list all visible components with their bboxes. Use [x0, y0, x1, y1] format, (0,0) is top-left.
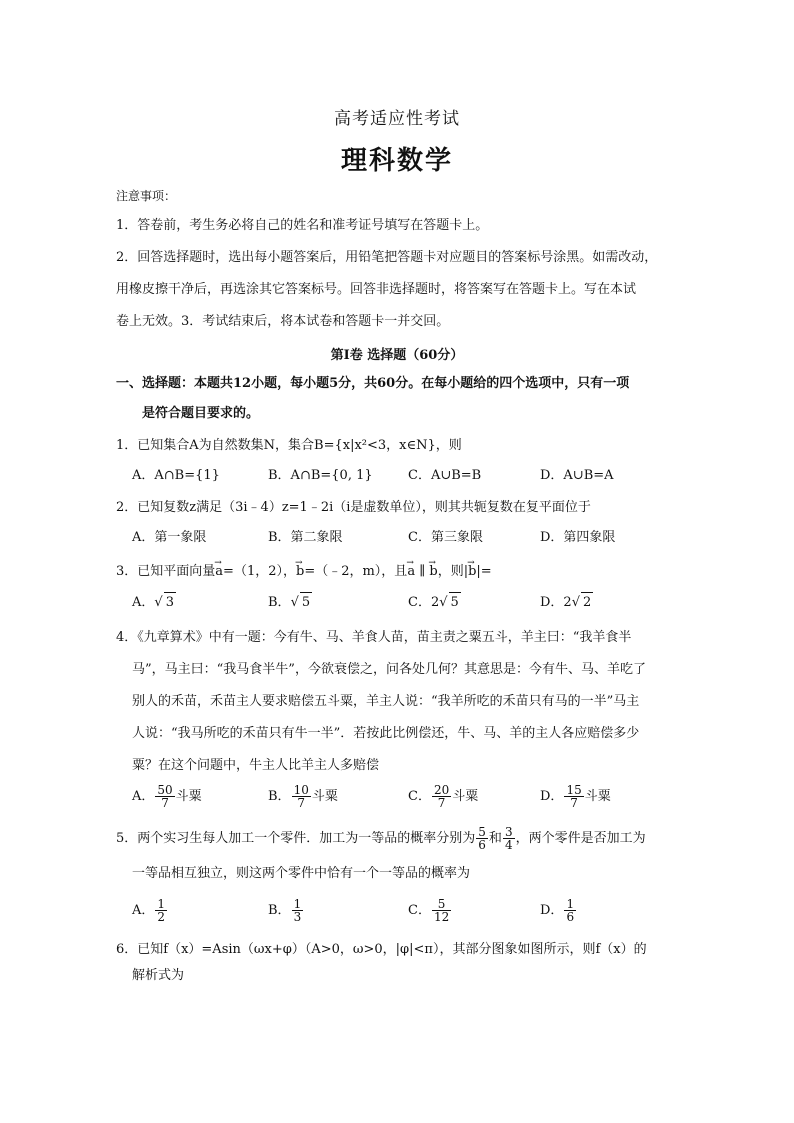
- q4-option-b-fraction: [292, 784, 311, 809]
- exam-title: 理科数学: [340, 146, 453, 176]
- q3-option-b-label: B．: [268, 595, 291, 610]
- q3-option-c-radicand: 5: [449, 592, 461, 613]
- q3-option-a-radicand: 3: [164, 592, 176, 613]
- q5-line-1-pre: 5．两个实习生每人加工一个零件．加工为一等品的概率分别为: [116, 831, 476, 846]
- q5-option-d-denominator: 6: [566, 910, 575, 924]
- q4-option-b: [268, 784, 338, 809]
- exam-subtitle: 高考适应性考试: [334, 109, 460, 129]
- q3-vector-a: → a: [215, 562, 223, 582]
- q5-option-b: [268, 898, 304, 923]
- q6-line-2: 解析式为: [132, 968, 185, 983]
- q5-fraction-1: [476, 826, 488, 851]
- q5-option-a-fraction: [155, 898, 167, 923]
- notes-heading: 注意事项：: [116, 189, 177, 203]
- q1-stem: 1．已知集合A为自然数集N，集合B={x|x²<3，x∈N}，则: [116, 438, 462, 453]
- q4-option-c-unit: 斗粟: [452, 789, 479, 804]
- q5-option-a: [132, 898, 168, 923]
- q5-fraction-1-denominator: 6: [478, 838, 486, 852]
- q4-option-d-denominator: 7: [570, 796, 578, 810]
- q4-option-b-label: B．: [268, 789, 291, 804]
- q2-option-d: D．第四象限: [540, 530, 616, 545]
- q5-option-d: [540, 898, 577, 923]
- q4-option-a-unit: 斗粟: [175, 789, 202, 804]
- note-2-line-3: 卷上无效。3．考试结束后，将本试卷和答题卡一并交回。: [116, 314, 450, 329]
- q3-option-b-radicand: 5: [300, 592, 312, 613]
- q1-option-a: A．A∩B={1}: [132, 468, 220, 483]
- q4-option-d-fraction: [564, 784, 583, 809]
- q3-option-a: A．√ 3: [132, 592, 176, 613]
- q4-option-b-unit: 斗粟: [311, 789, 338, 804]
- q3-option-c: C．2√ 5: [408, 592, 461, 613]
- q5-option-b-denominator: 3: [293, 910, 302, 924]
- q3-stem-t1: =（1，2），: [223, 564, 296, 579]
- q5-line-2: 一等品相互独立，则这两个零件中恰有一个一等品的概率为: [132, 866, 471, 881]
- q1-option-d: D．A∪B=A: [540, 468, 614, 483]
- q5-line-1: [116, 826, 646, 851]
- q2-option-a: A．第一象限: [132, 530, 207, 545]
- q4-option-d-label: D．: [540, 789, 564, 804]
- q5-option-b-fraction: [292, 898, 304, 923]
- q4-option-c-label: C．: [408, 789, 431, 804]
- q5-option-b-numerator: 1: [293, 897, 302, 911]
- q5-fraction-2: [503, 826, 515, 851]
- q4-option-d: [540, 784, 611, 809]
- q5-fraction-1-numerator: 5: [478, 825, 486, 839]
- q3-stem-pre: 3．已知平面向量: [116, 564, 216, 579]
- q4-option-a: [132, 784, 202, 809]
- q5-line-1-post: ，两个零件是否加工为: [515, 831, 646, 846]
- q5-fraction-2-numerator: 3: [504, 825, 513, 839]
- q5-option-c-numerator: 5: [432, 898, 451, 911]
- q4-option-a-fraction: [155, 784, 174, 809]
- q3-vector-a-2: → a: [407, 562, 415, 582]
- q6-line-1: 6．已知f（x）=Asin（ωx+φ）（A>0，ω>0，|φ|<π），其部分图象如图所示，则f（x）的: [116, 942, 647, 957]
- q3-option-c-label: C．2: [408, 595, 440, 610]
- q3-option-d-radicand: 2: [581, 592, 593, 613]
- q3-option-d-label: D．2: [540, 595, 572, 610]
- q4-option-d-unit: 斗粟: [584, 789, 611, 804]
- q4-option-a-denominator: 7: [161, 796, 169, 810]
- q4-option-c-denominator: 7: [437, 796, 446, 810]
- q4-line-4: 人说：“我马所吃的禾苗只有牛一半”．若按此比例偿还，牛、马、羊的主人各应赔偿多少: [132, 726, 640, 741]
- q2-stem: 2．已知复数z满足（3i﹣4）z=1﹣2i（i是虚数单位），则其共轭复数在复平面位于: [116, 500, 591, 515]
- q5-option-d-label: D．: [540, 903, 564, 918]
- q3-stem-t5: |=: [476, 564, 492, 579]
- q5-and: 和: [488, 831, 502, 846]
- section-intro-line-2: 是符合题目要求的。: [142, 406, 260, 421]
- q5-option-d-numerator: 1: [566, 897, 575, 911]
- q4-option-a-numerator: 50: [157, 783, 173, 797]
- q4-line-5: 粟？在这个问题中，牛主人比羊主人多赔偿: [132, 758, 380, 773]
- q4-option-b-numerator: 10: [293, 783, 309, 797]
- q5-option-d-fraction: [564, 898, 576, 923]
- note-2-line-1: 2．回答选择题时，选出每小题答案后，用铅笔把答题卡对应题目的答案标号涂黑。如需改动，: [116, 250, 658, 265]
- q5-option-a-label: A．: [132, 903, 155, 918]
- q4-line-1: 4．《九章算术》中有一题：今有牛、马、羊食人苗，苗主责之粟五斗，羊主曰：“我羊食半: [116, 630, 632, 645]
- note-2-line-2: 用橡皮擦干净后，再选涂其它答案标号。回答非选择题时，将答案写在答题卡上。写在本试: [116, 282, 637, 297]
- q5-option-a-numerator: 1: [157, 897, 166, 911]
- q3-stem-t4: ，则|: [437, 564, 469, 579]
- q4-option-c-numerator: 20: [433, 783, 450, 797]
- q5-option-c: [408, 898, 452, 923]
- q3-stem-t3: ∥: [415, 564, 430, 579]
- section-intro-line-1: 一、选择题：本题共12小题，每小题5分，共60分。在每小题给的四个选项中，只有一项: [116, 376, 630, 391]
- section-title: 第Ⅰ卷 选择题（60分）: [330, 348, 464, 363]
- q1-option-c: C．A∪B=B: [408, 468, 482, 483]
- q5-option-c-label: C．: [408, 903, 431, 918]
- q4-line-3: 别人的禾苗，禾苗主人要求赔偿五斗粟，羊主人说：“我羊所吃的禾苗只有马的一半”马主: [132, 694, 640, 709]
- q4-option-c: [408, 784, 478, 809]
- q3-vector-b-3: → b: [468, 562, 476, 582]
- q5-option-c-denominator: 12: [433, 910, 450, 924]
- q4-option-b-denominator: 7: [297, 796, 306, 810]
- q5-option-c-fraction: [432, 898, 451, 923]
- q3-stem-t2: =（﹣2，m），且: [304, 564, 408, 579]
- q4-option-a-label: A．: [132, 789, 155, 804]
- q3-option-b: B．√ 5: [268, 592, 312, 613]
- q4-option-c-fraction: [432, 784, 451, 809]
- note-1: 1．答卷前，考生务必将自己的姓名和准考证号填写在答题卡上。: [116, 218, 489, 233]
- q5-option-b-label: B．: [268, 903, 291, 918]
- q3-option-d: D．2√ 2: [540, 592, 593, 613]
- q3-stem: [116, 562, 492, 582]
- q4-line-2: 马”，马主曰：“我马食半牛”，今欲衰偿之，问各处几何？其意思是：今有牛、马、羊吃了: [132, 662, 646, 677]
- q3-vector-b-2: → b: [429, 562, 437, 582]
- q2-option-c: C．第三象限: [408, 530, 483, 545]
- q5-fraction-2-denominator: 4: [504, 838, 513, 852]
- q1-option-b: B．A∩B={0, 1}: [268, 468, 373, 483]
- q5-option-a-denominator: 2: [157, 910, 166, 924]
- q2-option-b: B．第二象限: [268, 530, 343, 545]
- q3-option-a-label: A．: [132, 595, 155, 610]
- q4-option-d-numerator: 15: [566, 783, 582, 797]
- q3-vector-b: → b: [296, 562, 304, 582]
